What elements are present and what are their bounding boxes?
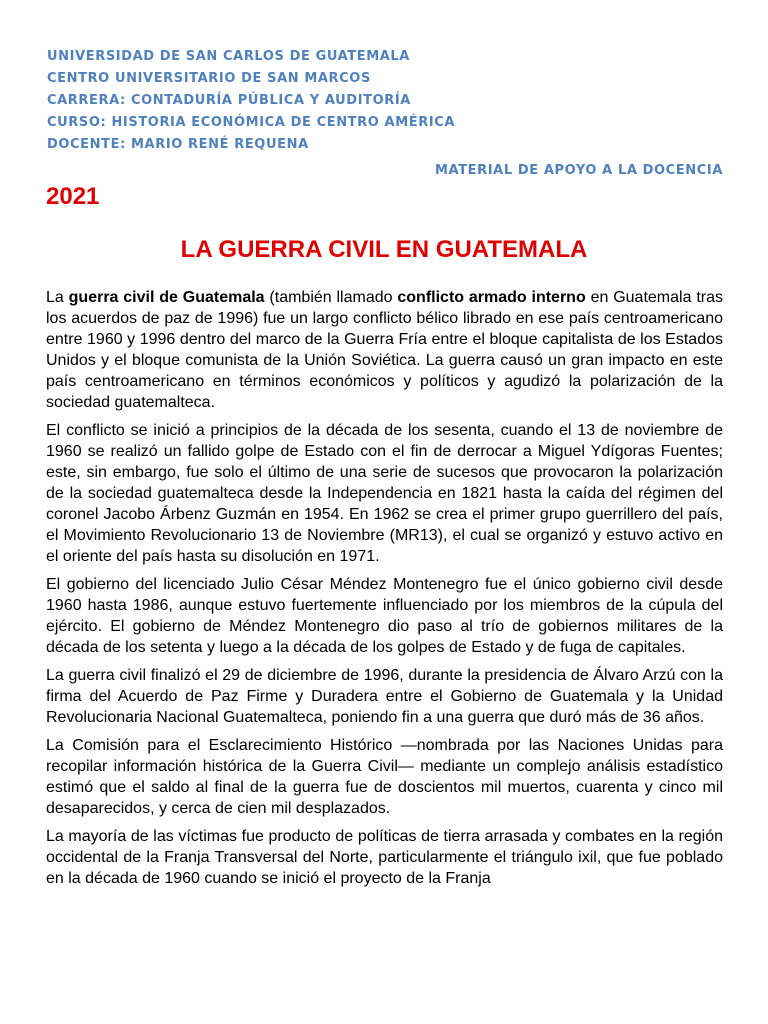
document-body bbox=[46, 287, 723, 889]
paragraph-6: La mayoría de las víctimas fue producto de políticas de tierra arrasada y combates en la región occidental de la Franja Transversal del Norte, particularmente el triángulo ixil, que fue poblado en la década de 1960 cuando se inició el proyecto de la Franja bbox=[46, 828, 723, 887]
document-header bbox=[47, 46, 723, 182]
header-career: CARRERA: CONTADURÍA PÚBLICA Y AUDITORÍA bbox=[47, 93, 411, 108]
paragraph-2: El conflicto se inició a principios de la década de los sesenta, cuando el 13 de noviembre de 1960 se realizó un fallido golpe de Estado con el fin de derrocar a Miguel Ydígoras Fuentes; este, sin embargo, fue solo el último de una serie de sucesos que provocaron la polarización de la sociedad guatemalteca desde la Independencia en 1821 hasta la caída del régimen del coronel Jacobo Árbenz Guzmán en 1954. En 1962 se crea el primer grupo guerrillero del país, el Movimiento Revolucionario 13 de Noviembre (MR13), el cual se organizó y estuvo activo en el oriente del país hasta su disolución en 1971. bbox=[46, 422, 723, 565]
header-support-material: MATERIAL DE APOYO A LA DOCENCIA bbox=[435, 163, 723, 178]
header-teacher: DOCENTE: MARIO RENÉ REQUENA bbox=[47, 137, 309, 152]
term-guerra-civil: guerra civil de Guatemala bbox=[68, 289, 265, 306]
paragraph-5: La Comisión para el Esclarecimiento Histórico —nombrada por las Naciones Unidas para recopilar información histórica de la Guerra Civil— mediante un complejo análisis estadístico estimó que el saldo al final de la guerra fue de doscientos mil muertos, cuarenta y cinco mil desaparecidos, y cerca de cien mil desplazados. bbox=[46, 737, 723, 817]
paragraph-1-text-a: La bbox=[46, 289, 69, 306]
paragraph-3: El gobierno del licenciado Julio César Méndez Montenegro fue el único gobierno civil desde 1960 hasta 1986, aunque estuvo fuertemente influenciado por los miembros de la cúpula del ejército. El gobierno de Méndez Montenegro dio paso al trío de gobiernos militares de la década de los setenta y luego a la década de los golpes de Estado y de fuga de capitales. bbox=[46, 576, 723, 656]
paragraph-1 bbox=[46, 287, 723, 413]
paragraph-1-text-c: (también llamado bbox=[264, 289, 398, 306]
header-course: CURSO: HISTORIA ECONÓMICA DE CENTRO AMÉRICA bbox=[47, 115, 456, 130]
document-title: LA GUERRA CIVIL EN GUATEMALA bbox=[180, 236, 588, 263]
header-university: UNIVERSIDAD DE SAN CARLOS DE GUATEMALA bbox=[47, 49, 410, 64]
document-year: 2021 bbox=[46, 183, 100, 210]
paragraph-4: La guerra civil finalizó el 29 de diciembre de 1996, durante la presidencia de Álvaro Arzú con la firma del Acuerdo de Paz Firme y Duradera entre el Gobierno de Guatemala y la Unidad Revolucionaria Nacional Guatemalteca, poniendo fin a una guerra que duró más de 36 años. bbox=[46, 667, 723, 726]
header-campus: CENTRO UNIVERSITARIO DE SAN MARCOS bbox=[47, 71, 371, 86]
paragraph-1-text-d: en Guatemala tras los acuerdos de paz de 1996) fue un largo conflicto bélico librado en ese país centroamericano entre 1960 y 1996 dentro del marco de la Guerra Fría entre el bloque capitalista de los Estados Unidos y el bloque comunista de la Unión Soviética. La guerra causó un gran impacto en este país centroamericano en términos económicos y políticos y agudizó la polarización de la sociedad guatemalteca. bbox=[46, 289, 723, 411]
term-conflicto-armado: conflicto armado interno bbox=[397, 289, 586, 306]
